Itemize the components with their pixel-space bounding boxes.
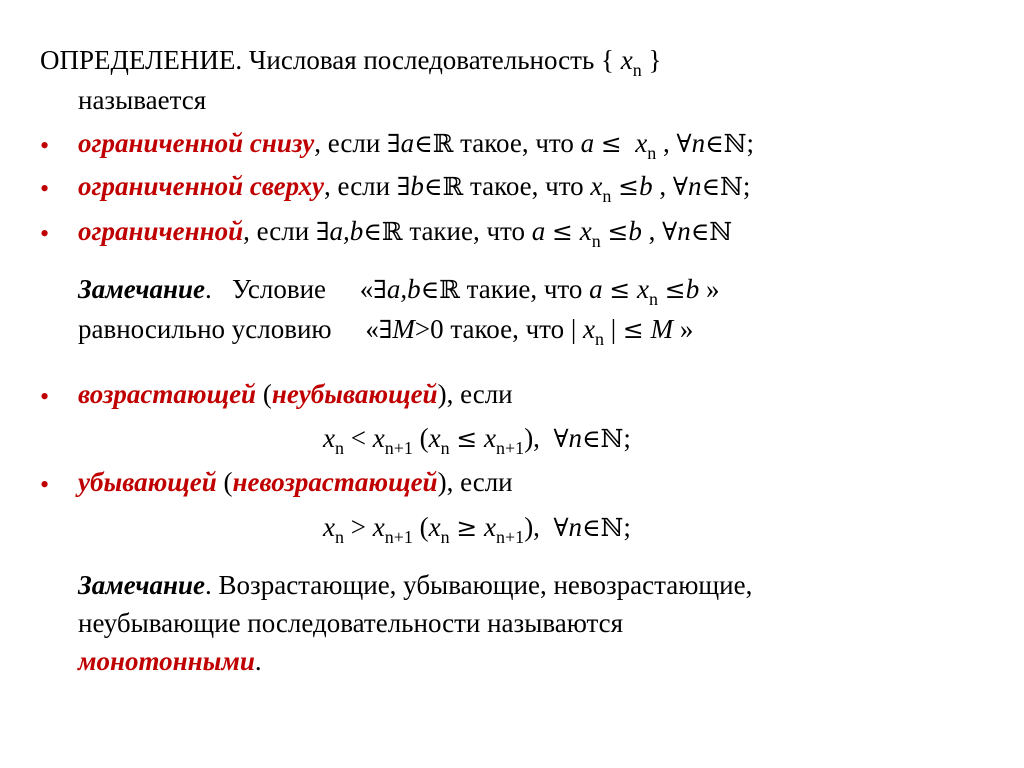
- remark-2-line-3: монотонными.: [78, 646, 262, 676]
- term-nondecreasing: неубывающей: [271, 379, 438, 409]
- term-increasing: возрастающей: [78, 379, 257, 409]
- term-decreasing: убывающей: [78, 467, 217, 497]
- term-bounded-above: ограниченной сверху: [78, 171, 325, 201]
- definition-heading: ОПРЕДЕЛЕНИЕ.: [40, 45, 243, 75]
- bullet-marker: •: [40, 174, 50, 203]
- remark-label: Замечание: [78, 274, 206, 304]
- definition-intro: Числовая последовательность: [248, 45, 595, 75]
- term-bounded-below: ограниченной снизу: [78, 128, 315, 158]
- term-monotonic: монотонными: [78, 646, 255, 676]
- remark-1-line-1: Замечание. Условие «∃a,b∈ℝ такие, что $a \le x_n \le b$ »: [78, 274, 720, 309]
- bullet-bounded: ограниченной, если ∃a,b∈ℝ такие, что $a \le x_n \le b$ , ∀n∈ℕ: [78, 216, 733, 251]
- remark-1-line-2: равносильно условию «∃M>0 такое, что | $x_n$ | ≤ M »: [78, 314, 694, 349]
- remark-2-line-1: Замечание. Возрастающие, убывающие, невозрастающие,: [78, 570, 753, 600]
- formula-decreasing: $x_n > x_{n+1}$ $(x_n \ge x_{n+1})$, ∀n∈ℕ;: [323, 512, 631, 547]
- bullet-bounded-below: ограниченной снизу, если ∃a∈ℝ такое, что $a \le x_n$ , ∀n∈ℕ;: [78, 128, 755, 163]
- definition-called: называется: [78, 85, 207, 115]
- bullet-bounded-above: ограниченной сверху, если ∃b∈ℝ такое, что $x_n \le b$ , ∀n∈ℕ;: [78, 171, 751, 206]
- term-bounded: ограниченной: [78, 216, 244, 246]
- bullet-marker: •: [40, 382, 50, 411]
- formula-increasing: $x_n < x_{n+1}$ $(x_n \le x_{n+1})$, ∀n∈ℕ;: [323, 423, 631, 458]
- bullet-increasing: возрастающей (неубывающей), если: [78, 379, 513, 409]
- term-nonincreasing: невозрастающей: [232, 467, 438, 497]
- remark-label: Замечание: [78, 570, 206, 600]
- remark-2-line-2: неубывающие последовательности называются: [78, 608, 624, 638]
- bullet-marker: •: [40, 131, 50, 160]
- bullet-marker: •: [40, 219, 50, 248]
- definition-line-2: [78, 87, 206, 114]
- definition-line-1: ОПРЕДЕЛЕНИЕ. Числовая последовательность { $x_n$ }: [40, 45, 662, 80]
- bullet-marker: •: [40, 470, 50, 499]
- bullet-decreasing: убывающей (невозрастающей), если: [78, 467, 513, 497]
